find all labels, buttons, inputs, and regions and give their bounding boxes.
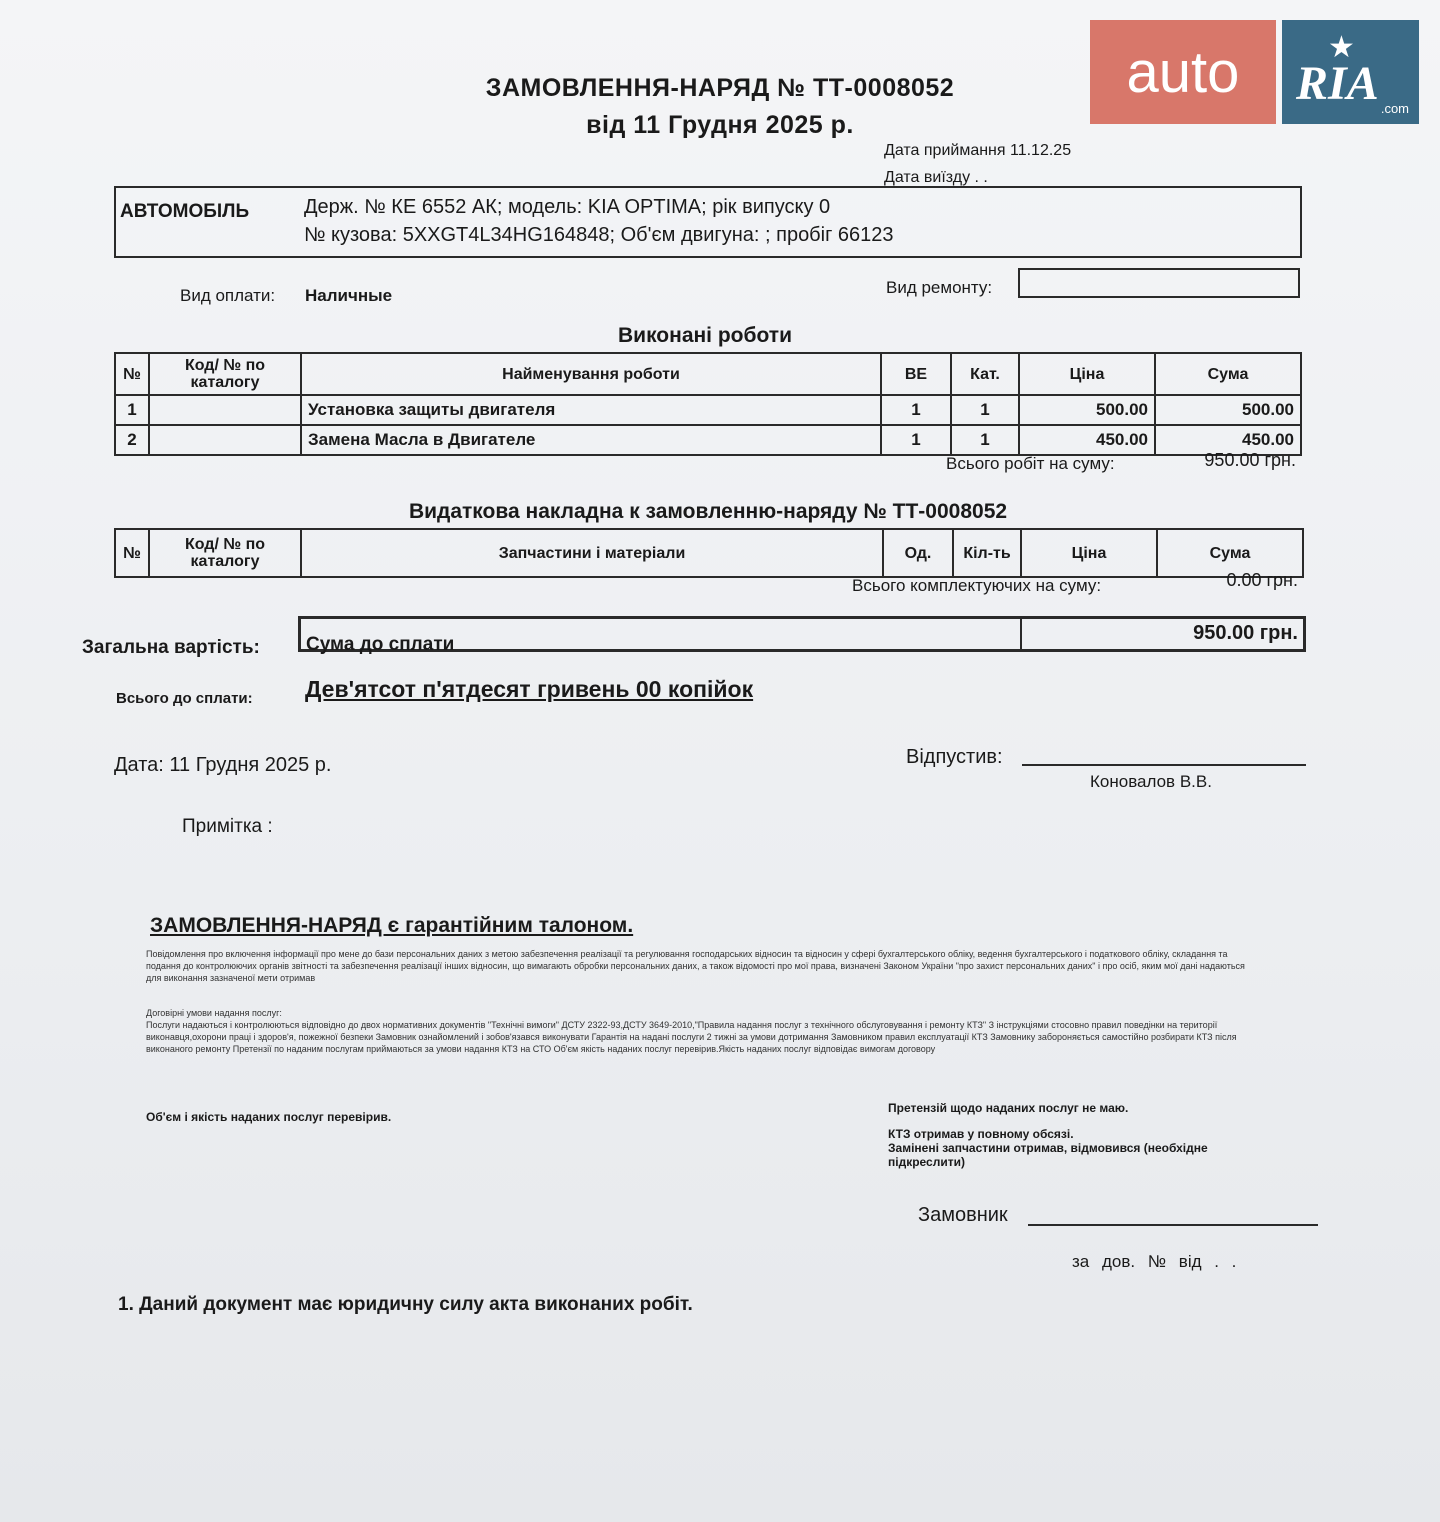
signature-date: Дата: 11 Грудня 2025 р.: [114, 754, 332, 776]
logo-ria-text: RIA: [1296, 57, 1379, 110]
row-name: Установка защиты двигателя: [301, 395, 881, 425]
repair-type-field: [1018, 268, 1300, 298]
works-header-no: №: [115, 353, 149, 395]
works-total-label: Всього робіт на суму:: [946, 454, 1115, 473]
table-row: [115, 395, 1301, 425]
released-signature-line: [1022, 764, 1306, 766]
row-sum: 500.00: [1155, 395, 1301, 425]
parts-title: Видаткова накладна к замовленню-наряду № ТТ-0008052: [408, 500, 1008, 523]
checked-statement: Об'єм і якість наданих послуг перевірив.: [146, 1110, 392, 1124]
payment-label: Вид оплати:: [180, 286, 276, 305]
parts-header-name: Запчастини і матеріали: [301, 529, 883, 577]
row-cat: 1: [951, 425, 1019, 455]
parts-header-sum: Сума: [1157, 529, 1303, 577]
logo-auto-text: auto: [1126, 39, 1240, 105]
parts-header-price: Ціна: [1021, 529, 1157, 577]
replaced-parts-statement: Замінені запчастини отримав, відмовився (необхідне підкреслити): [888, 1141, 1208, 1169]
table-row: [115, 425, 1301, 455]
row-code: [149, 425, 301, 455]
parts-header-no: №: [115, 529, 149, 577]
works-header-sum: Сума: [1155, 353, 1301, 395]
words-label: Всього до сплати:: [116, 690, 253, 707]
departure-date: Дата виїзду . .: [884, 169, 988, 186]
released-name: Коновалов В.В.: [1090, 772, 1212, 791]
row-no: 2: [115, 425, 149, 455]
note-label: Примітка :: [182, 816, 273, 837]
grand-total-cell-label: Сума до сплати: [306, 634, 455, 655]
parts-header-unit: Од.: [883, 529, 953, 577]
row-price: 500.00: [1019, 395, 1155, 425]
power-of-attorney: за дов. № від . .: [1072, 1252, 1237, 1271]
payment-value: Наличные: [305, 286, 393, 305]
repair-type-label: Вид ремонту:: [886, 278, 993, 297]
grand-total-divider: [1020, 618, 1022, 650]
parts-table: [114, 528, 1304, 578]
grand-total-value: 950.00 грн.: [1193, 622, 1298, 644]
received-statement: КТЗ отримав у повному обсязі.: [888, 1127, 1074, 1141]
contract-terms: Послуги надаються і контролюються відповідно до двох нормативних документів "Технічні вимоги" ДСТУ 2322-93,ДСТУ 3649-2010,"Правила надання послуг з технічного обслуговування і ремонту КТЗ" З інструкціями стосовно правил поведінки на території виконавця,охорони праці і здоров'я, пожежної безпеки Замовник ознайомлений і зобов'язався виконувати Гарантія на надані послуги 2 тижні за умови дотримання Замовником правил експлуатації КТЗ Замовнику забороняється самостійно розбирати КТЗ після виконаного ремонту Претензії по наданим послугам приймаються за умови надання КТЗ на СТО Об'єм якість наданих послуг перевірив.Якість наданих послуг відповідає вимогам договору: [146, 1020, 1237, 1054]
autoria-logo-auto: [1090, 20, 1276, 124]
accept-date: Дата приймання 11.12.25: [884, 142, 1072, 159]
works-header-row: [115, 353, 1301, 395]
document-title: ЗАМОВЛЕННЯ-НАРЯД № ТТ-0008052: [485, 74, 955, 102]
row-code: [149, 395, 301, 425]
parts-header-row: [115, 529, 1303, 577]
released-label: Відпустив:: [906, 746, 1003, 768]
parts-header-code: Код/ № по каталогу: [149, 529, 301, 577]
car-label: АВТОМОБІЛЬ: [120, 201, 250, 222]
row-name: Замена Масла в Двигателе: [301, 425, 881, 455]
works-header-cat: Кат.: [951, 353, 1019, 395]
row-ve: 1: [881, 395, 951, 425]
works-header-price: Ціна: [1019, 353, 1155, 395]
contract-terms-heading: Договірні умови надання послуг:: [146, 1008, 282, 1018]
row-price: 450.00: [1019, 425, 1155, 455]
row-no: 1: [115, 395, 149, 425]
parts-header-qty: Кіл-ть: [953, 529, 1021, 577]
amount-in-words: Дев'ятсот п'ятдесят гривень 00 копійок: [305, 676, 754, 702]
works-header-ve: ВЕ: [881, 353, 951, 395]
legal-note: 1. Даний документ має юридичну силу акта виконаних робіт.: [118, 1294, 693, 1315]
works-title: Виконані роботи: [618, 324, 792, 347]
works-header-code: Код/ № по каталогу: [149, 353, 301, 395]
car-line-2: № кузова: 5XXGT4L34HG164848; Об'єм двигуна: ; пробіг 66123: [304, 224, 894, 246]
row-cat: 1: [951, 395, 1019, 425]
warranty-title: ЗАМОВЛЕННЯ-НАРЯД є гарантійним талоном.: [150, 914, 634, 937]
car-line-1: Держ. № КЕ 6552 АК; модель: KIA OPTIMA; рік випуску 0: [304, 196, 831, 218]
customer-signature-line: [1028, 1224, 1318, 1226]
works-header-name: Найменування роботи: [301, 353, 881, 395]
logo-com-text: .com: [1380, 101, 1409, 116]
row-ve: 1: [881, 425, 951, 455]
no-claims-statement: Претензій щодо наданих послуг не маю.: [888, 1101, 1129, 1115]
privacy-notice: Повідомлення про включення інформації про мене до бази персональних даних з метою забезпечення реалізації та регулювання господарських відносин та відносин у сфері бухгалтерського обліку, ведення бухгалтерського і податкового обліку, складання та подання до контролюючих органів звітності та забезпечення реалізації інших відносин, що вимагають обробки персональних даних, а також відомості про мої права, визначені Законом України "про захист персональних даних" і про осіб, яким мої дані надаються для виконання зазначеної мети отримав: [146, 949, 1245, 983]
autoria-logo-ria: [1282, 20, 1419, 124]
row-sum: 450.00: [1155, 425, 1301, 455]
document-date: від 11 Грудня 2025 р.: [586, 111, 854, 139]
parts-total-value: 0.00 грн.: [1226, 570, 1298, 590]
star-icon: ★: [1328, 31, 1355, 64]
grand-total-label: Загальна вартість:: [82, 637, 260, 658]
works-total-value: 950.00 грн.: [1204, 450, 1296, 470]
works-table: [114, 352, 1302, 456]
customer-label: Замовник: [918, 1204, 1008, 1226]
parts-total-label: Всього комплектуючих на суму:: [852, 576, 1102, 595]
